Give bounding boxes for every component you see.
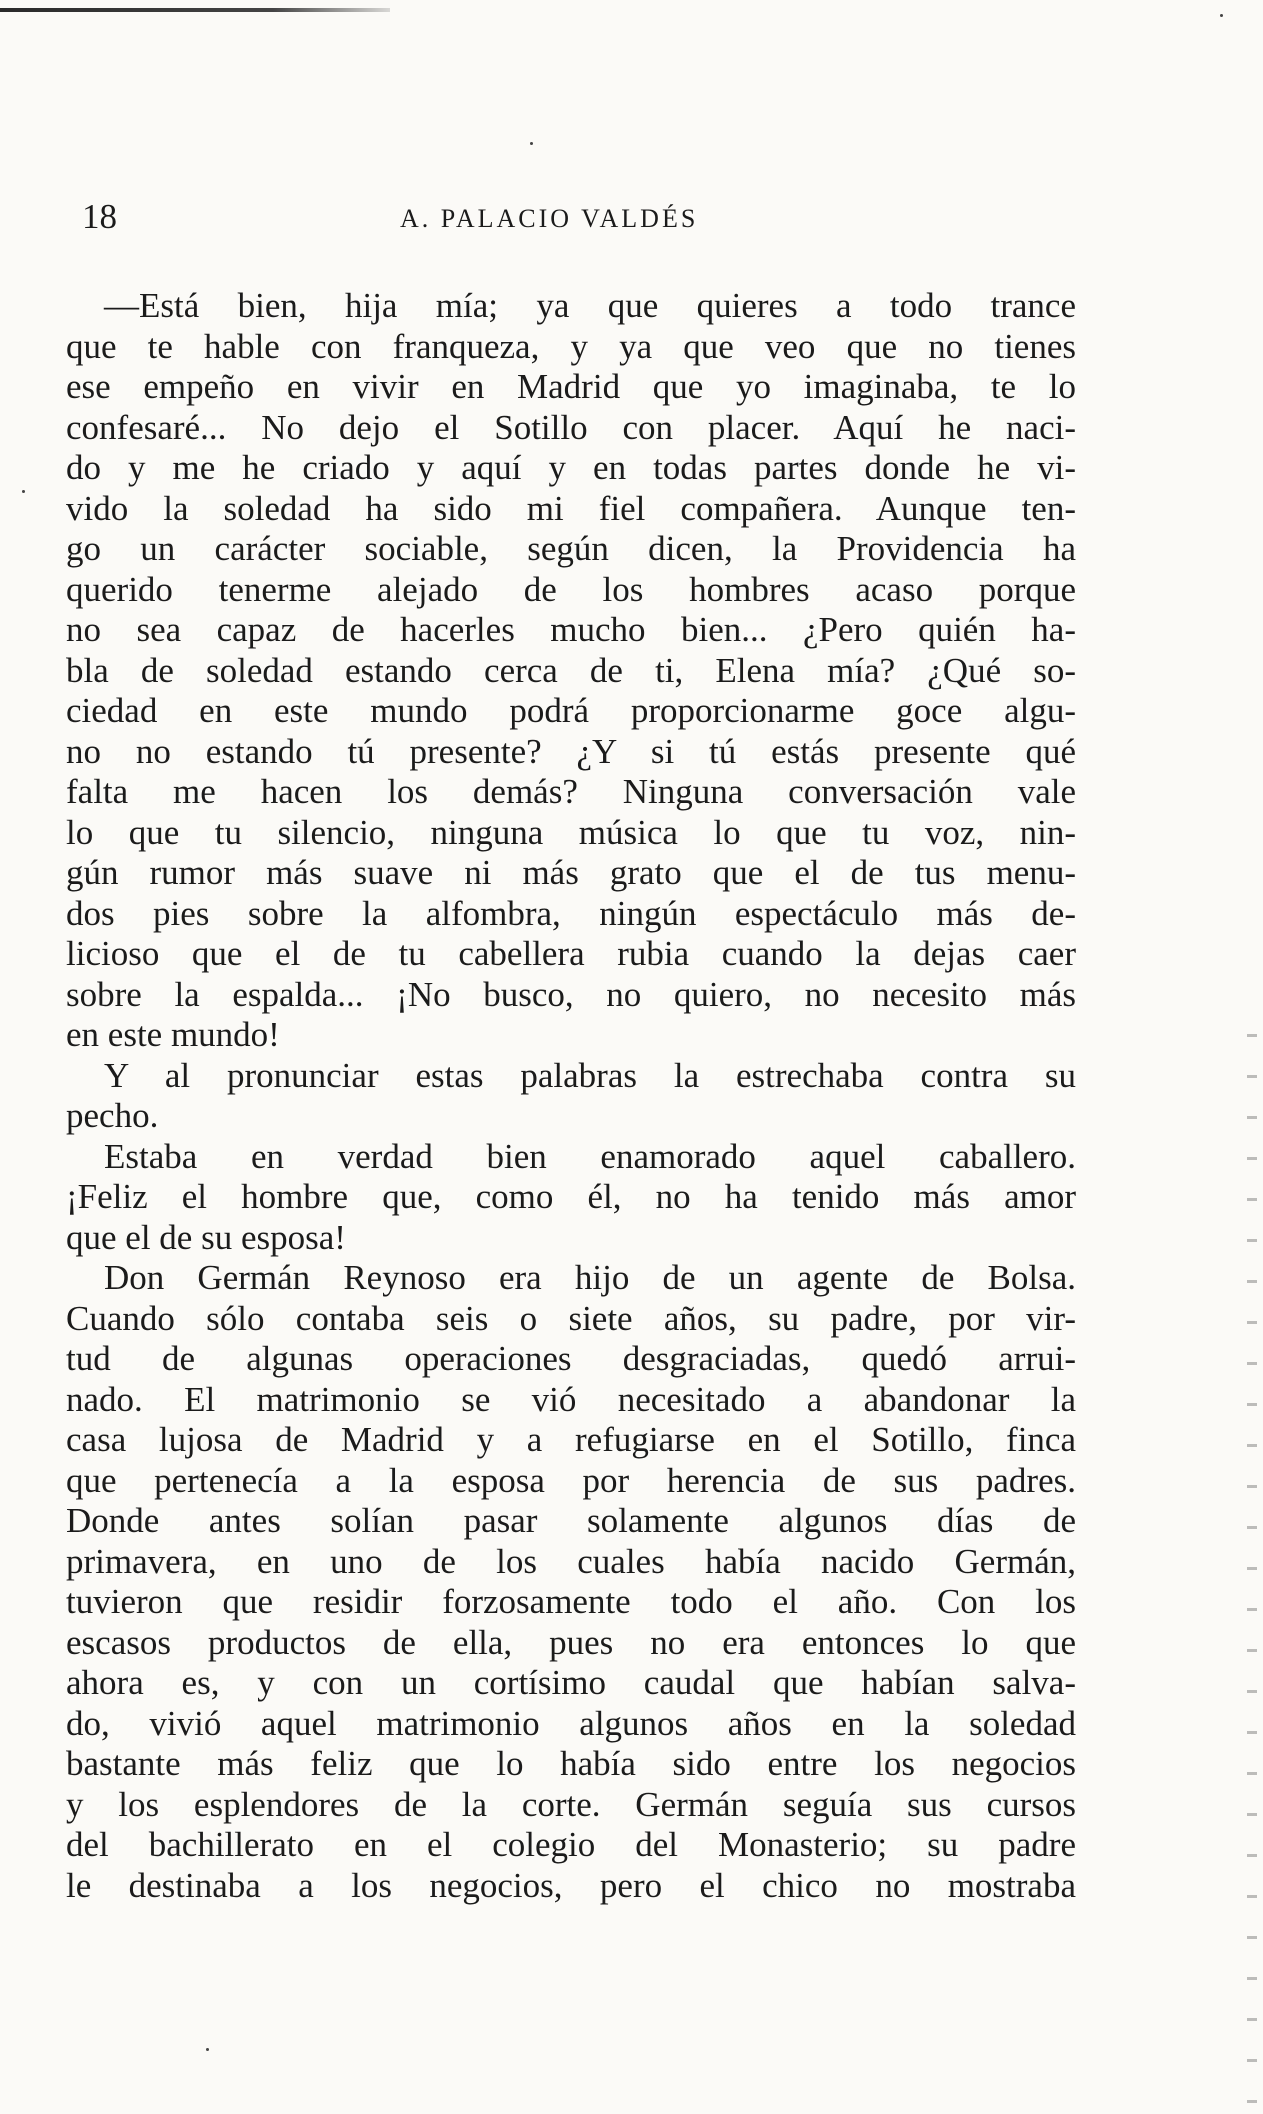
text-line: no no estando tú presente? ¿Y si tú estás presente qué xyxy=(66,731,1076,771)
text-line: ese empeño en vivir en Madrid que yo imaginaba, te lo xyxy=(66,367,1076,406)
page-number: 18 xyxy=(82,197,117,236)
text-line: le destinaba a los negocios, pero el chico no mostraba xyxy=(66,1865,1076,1905)
text-line: tud de algunas operaciones desgraciadas, quedó arrui- xyxy=(66,1339,1076,1378)
text-line: primavera, en uno de los cuales había nacido Germán, xyxy=(66,1541,1076,1581)
text-line: licioso que el de tu cabellera rubia cuando la dejas caer xyxy=(66,934,1076,973)
text-line: confesaré... No dejo el Sotillo con placer. Aquí he naci- xyxy=(66,407,1076,447)
text-line: que pertenecía a la esposa por herencia de sus padres. xyxy=(66,1460,1076,1500)
page-header xyxy=(82,192,1082,242)
text-line: Estaba en verdad bien enamorado aquel caballero. xyxy=(104,1136,1076,1176)
text-line: en este mundo! xyxy=(66,1015,280,1054)
text-line: querido tenerme alejado de los hombres acaso porque xyxy=(66,569,1076,609)
text-line: ahora es, y con un cortísimo caudal que habían salva- xyxy=(66,1663,1076,1702)
text-line: pecho. xyxy=(66,1096,159,1135)
text-line: Donde antes solían pasar solamente algunos días de xyxy=(66,1501,1076,1540)
text-line: dos pies sobre la alfombra, ningún espectáculo más de- xyxy=(66,893,1076,933)
text-line: nado. El matrimonio se vió necesitado a abandonar la xyxy=(66,1379,1076,1419)
text-line: que te hable con franqueza, y ya que veo que no tienes xyxy=(66,326,1076,366)
running-head: A. PALACIO VALDÉS xyxy=(400,204,699,233)
text-line: escasos productos de ella, pues no era entonces lo que xyxy=(66,1622,1076,1662)
text-line: go un carácter sociable, según dicen, la Providencia ha xyxy=(66,529,1076,568)
text-line: tuvieron que residir forzosamente todo el año. Con los xyxy=(66,1582,1076,1621)
text-line: lo que tu silencio, ninguna música lo que tu voz, nin- xyxy=(66,812,1076,852)
text-line: casa lujosa de Madrid y a refugiarse en el Sotillo, finca xyxy=(66,1420,1076,1459)
text-line: Don Germán Reynoso era hijo de un agente de Bolsa. xyxy=(104,1258,1076,1297)
text-line: do y me he criado y aquí y en todas partes donde he vi- xyxy=(66,448,1076,487)
ink-speck xyxy=(22,490,25,493)
text-line: ¡Feliz el hombre que, como él, no ha tenido más amor xyxy=(66,1177,1076,1216)
ink-speck xyxy=(1220,14,1223,17)
text-line: y los esplendores de la corte. Germán seguía sus cursos xyxy=(66,1784,1076,1824)
ink-speck xyxy=(206,2048,209,2051)
text-line: gún rumor más suave ni más grato que el de tus menu- xyxy=(66,853,1076,892)
text-line: sobre la espalda... ¡No busco, no quiero, no necesito más xyxy=(66,974,1076,1014)
top-rule xyxy=(0,8,390,12)
text-line: Y al pronunciar estas palabras la estrechaba contra su xyxy=(104,1055,1076,1095)
text-line: vido la soledad ha sido mi fiel compañera. Aunque ten- xyxy=(66,488,1076,528)
text-line: do, vivió aquel matrimonio algunos años en la soledad xyxy=(66,1703,1076,1743)
text-line: bastante más feliz que lo había sido entre los negocios xyxy=(66,1744,1076,1783)
text-line: falta me hacen los demás? Ninguna conversación vale xyxy=(66,772,1076,811)
text-line: Cuando sólo contaba seis o siete años, su padre, por vir- xyxy=(66,1298,1076,1338)
text-line: ciedad en este mundo podrá proporcionarme goce algu- xyxy=(66,691,1076,730)
text-line: bla de soledad estando cerca de ti, Elena mía? ¿Qué so- xyxy=(66,650,1076,690)
text-line: que el de su esposa! xyxy=(66,1217,346,1257)
text-line: del bachillerato en el colegio del Monasterio; su padre xyxy=(66,1825,1076,1864)
body-text xyxy=(66,286,1076,1906)
ink-speck xyxy=(530,142,533,145)
text-line: —Está bien, hija mía; ya que quieres a todo trance xyxy=(104,286,1076,325)
page-edge-marks xyxy=(1247,1020,1257,2110)
text-line: no sea capaz de hacerles mucho bien... ¿Pero quién ha- xyxy=(66,610,1076,649)
